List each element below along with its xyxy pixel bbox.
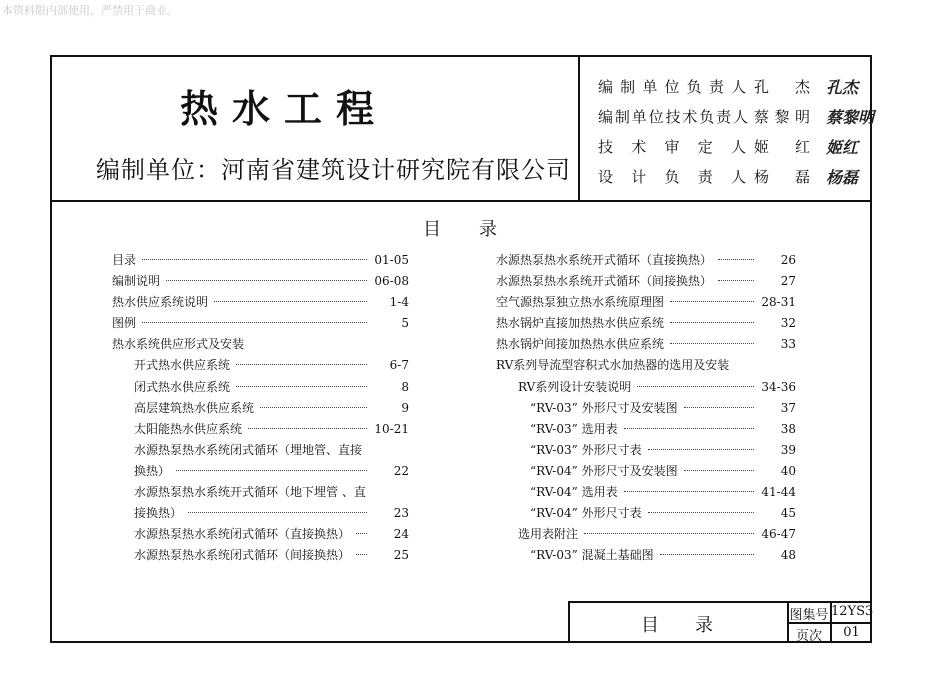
toc-entry [112,355,409,376]
toc-entry-text: 太阳能热水供应系统 [134,421,243,436]
toc-entry-text: 换热） [134,463,171,478]
toc-leader-dots [684,470,754,471]
toc-entry-text: 编制说明 [112,274,161,289]
toc-entry-page: 06-08 [374,274,409,289]
toc-entry [112,271,409,292]
sheet-title-left: 目 [641,615,661,636]
toc-entry-text: 闭式热水供应系统 [134,379,231,394]
toc-entry [112,313,409,334]
toc-entry-text: 高层建筑热水供应系统 [134,400,255,415]
toc-leader-dots [624,428,754,429]
responsible-role: 技术审定人 [598,137,748,156]
responsible-name: 孔杰 [754,77,812,96]
responsible-row [598,104,874,128]
responsible-role: 编制单位技术负责人 [598,107,748,126]
toc-left-column [112,250,409,566]
toc-leader-dots [260,407,367,408]
page-number-label: 页次 [795,629,822,644]
toc-right-column [496,250,796,566]
toc-leader-dots [236,386,367,387]
toc-entry-text: 热水供应系统说明 [112,295,209,310]
toc-entry-page: 48 [780,548,796,563]
atlas-number-label: 图集号 [789,608,829,623]
toc-entry-text: “RV-03” 混凝土基础图 [530,548,654,563]
toc-entry-page: 22 [393,463,409,478]
toc-entry-text: “RV-03” 外形尺寸表 [530,442,642,457]
toc-entry-page: 40 [780,463,796,478]
toc-leader-dots [176,470,367,471]
toc-entry [112,524,409,545]
toc-entry-page: 23 [393,506,409,521]
toc-entry [112,377,409,398]
atlas-number-value: 12YS3 [831,604,874,619]
toc-entry-text: RV系列设计安装说明 [518,379,632,394]
toc-entry-page: 38 [780,421,796,436]
page-title: 热水工程 [180,86,389,131]
sheet-title-right: 录 [695,615,715,636]
toc-entry-page: 45 [780,506,796,521]
toc-entry [496,545,796,566]
signature: 杨磊 [826,167,859,187]
toc-leader-dots [660,554,754,555]
toc-entry-page: 8 [401,379,409,394]
toc-entry [112,545,409,566]
toc-entry-page: 1-4 [389,295,409,310]
toc-entry-page: 34-36 [761,379,796,394]
toc-leader-dots [142,322,367,323]
toc-leader-dots [584,533,754,534]
toc-entry [496,440,796,461]
toc-entry [496,503,796,524]
toc-leader-dots [236,364,367,365]
toc-entry [496,524,796,545]
toc-entry-text: 水源热泵热水系统闭式循环（间接换热） [134,548,351,563]
toc-entry-text: RV系列导流型容积式水加热器的选用及安装 [496,358,730,373]
responsible-role: 设计负责人 [598,167,748,186]
toc-entry-page: 27 [780,274,796,289]
toc-entry [112,503,409,524]
toc-leader-dots [248,428,367,429]
toc-entry-page: 37 [780,400,796,415]
toc-entry-text: 空气源热泵独立热水系统原理图 [496,295,665,310]
signature: 蔡黎明 [826,107,875,127]
title-block-top [568,601,872,603]
header-vertical-divider [578,55,580,201]
toc-entry [112,250,409,271]
toc-leader-dots [624,491,754,492]
toc-entry-page: 26 [780,253,796,267]
toc-entry-text: “RV-03” 选用表 [530,421,618,436]
toc-entry-text: 开式热水供应系统 [134,358,231,373]
toc-leader-dots [718,259,754,260]
toc-heading-left: 目 [423,219,443,240]
toc-entry-page: 10-21 [374,421,409,436]
toc-entry [112,292,409,313]
page-number-value: 01 [843,625,860,640]
toc-leader-dots [356,554,367,555]
toc-entry-page: 28-31 [761,295,796,310]
toc-leader-dots [718,280,754,281]
toc-entry-text: 热水系统供应形式及安装 [112,337,245,352]
toc-entry-page: 33 [780,337,796,352]
toc-entry [112,398,409,419]
toc-entry [496,419,796,440]
toc-leader-dots [214,301,367,302]
toc-leader-dots [188,512,367,513]
toc-entry [496,398,796,419]
toc-entry-text: 热水锅炉直接加热热水供应系统 [496,316,665,331]
toc-entry-text: “RV-03” 外形尺寸及安装图 [530,400,678,415]
responsible-role: 编制单位负责人 [598,77,748,96]
toc-entry [496,377,796,398]
responsible-name: 杨磊 [754,167,812,186]
toc-leader-dots [356,533,367,534]
toc-leader-dots [648,512,754,513]
toc-entry [496,250,796,271]
toc-entry-text: “RV-04” 选用表 [530,485,618,500]
toc-entry-text: 图例 [112,316,137,331]
toc-entry-page: 25 [393,548,409,563]
toc-entry-text: 水源热泵热水系统闭式循环（直接换热） [134,527,351,542]
toc-entry [496,355,796,376]
toc-entry [112,334,409,355]
toc-entry [496,292,796,313]
toc-entry-page: 24 [393,527,409,542]
toc-entry-page: 46-47 [761,527,796,542]
responsible-row [598,134,858,158]
toc-leader-dots [670,301,754,302]
toc-entry [112,440,409,461]
organization-label: 编制单位： [96,156,221,184]
toc-entry-text: 水源热泵热水系统开式循环（直接换热） [496,253,713,267]
responsible-name: 蔡黎明 [754,107,812,126]
toc-leader-dots [637,386,754,387]
toc-leader-dots [648,449,754,450]
toc-entry-text: 目录 [112,253,137,267]
toc-entry [112,461,409,482]
toc-entry-page: 41-44 [761,485,796,500]
toc-heading-right: 录 [479,219,499,240]
toc-entry-page: 01-05 [374,253,409,267]
toc-entry [496,313,796,334]
toc-entry-text: 水源热泵热水系统开式循环（地下埋管 、直 [134,485,366,500]
toc-entry [112,482,409,503]
toc-entry [496,461,796,482]
organization-line [96,150,571,185]
toc-entry-text: “RV-04” 外形尺寸表 [530,506,642,521]
watermark-text: 本资料限内部使用，严禁用于商业。 [2,4,178,17]
header-divider [50,200,872,202]
toc-entry-page: 5 [401,316,409,331]
signature: 姬红 [826,137,859,157]
toc-entry-page: 32 [780,316,796,331]
responsible-row [598,164,858,188]
sheet-title [569,611,787,637]
toc-entry-page: 39 [780,442,796,457]
organization-name: 河南省建筑设计研究院有限公司 [221,156,571,184]
responsible-name: 姬红 [754,137,812,156]
toc-entry-text: “RV-04” 外形尺寸及安装图 [530,463,678,478]
toc-leader-dots [142,259,367,260]
signature: 孔杰 [826,77,859,97]
toc-entry [496,334,796,355]
toc-entry-page: 6-7 [389,358,409,373]
toc-entry-page: 9 [401,400,409,415]
toc-entry-text: 选用表附注 [518,527,579,542]
toc-leader-dots [670,322,754,323]
toc-entry-text: 水源热泵热水系统开式循环（间接换热） [496,274,713,289]
toc-heading [50,215,872,241]
toc-entry [496,271,796,292]
toc-entry [496,482,796,503]
toc-leader-dots [670,343,754,344]
toc-leader-dots [684,407,754,408]
toc-entry [112,419,409,440]
toc-entry-text: 水源热泵热水系统闭式循环（埋地管、直接 [134,442,363,457]
responsible-row [598,74,858,98]
toc-entry-text: 接换热） [134,506,183,521]
toc-leader-dots [166,280,367,281]
toc-entry-text: 热水锅炉间接加热热水供应系统 [496,337,665,352]
